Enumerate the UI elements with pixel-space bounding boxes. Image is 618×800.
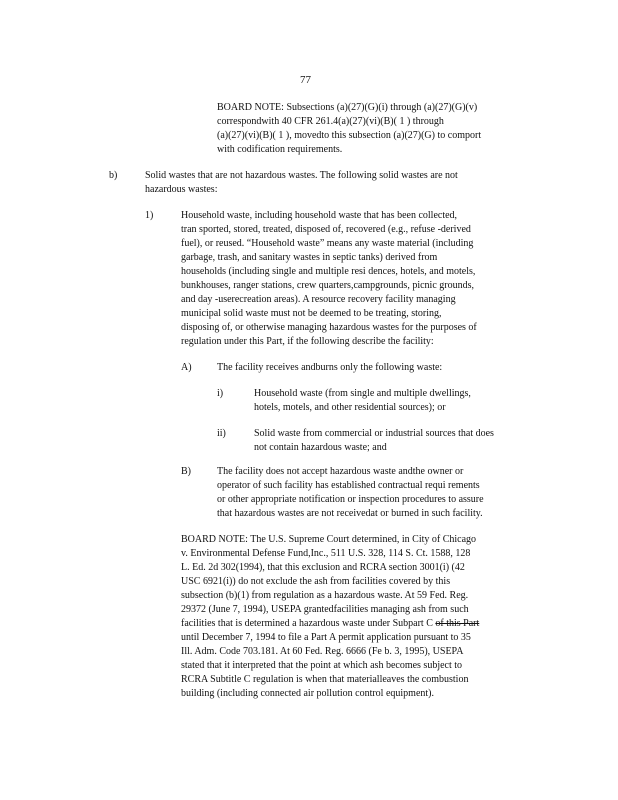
text-line: USC 6921(i)) do not exclude the ash from facilities covered by this bbox=[181, 576, 451, 587]
text-line: subsection (b)(1) from regulation as a hazardous waste. At 59 Fed. Reg. bbox=[181, 590, 469, 601]
text-line: Ill. Adm. Code 703.181. At 60 Fed. Reg. 6666 (Fe b. 3, 1995), USEPA bbox=[181, 646, 464, 657]
text-line: that hazardous wastes are not receivedat or burned in such facility. bbox=[217, 508, 483, 519]
text-line: stated that it interpreted that the point at which ash becomes subject to bbox=[181, 660, 463, 671]
text-line: with codification requirements. bbox=[217, 144, 343, 155]
item-a-text bbox=[217, 361, 487, 375]
section-b-marker: b) bbox=[109, 170, 118, 181]
text-line: The facility does not accept hazardous waste andthe owner or bbox=[217, 466, 464, 477]
text-line: building (including connected air pollution control equipment). bbox=[181, 688, 434, 699]
text-line: Solid waste from commercial or industrial sources that does bbox=[254, 428, 494, 439]
text-line: BOARD NOTE: Subsections (a)(27)(G)(i) through (a)(27)(G)(v) bbox=[217, 102, 478, 113]
text-line: households (including single and multiple resi dences, hotels, and motels, bbox=[181, 266, 476, 277]
board-note-bottom bbox=[181, 533, 545, 701]
text-line: fuel), or reused. “Household waste” means any waste material (including bbox=[181, 238, 474, 249]
text-line: until December 7, 1994 to file a Part A permit application pursuant to 35 bbox=[181, 632, 471, 643]
item-1-marker: 1) bbox=[145, 210, 154, 221]
strikethrough-text: of this Part bbox=[435, 618, 480, 629]
text-line: 29372 (June 7, 1994), USEPA grantedfacilities managing ash from such bbox=[181, 604, 469, 615]
text-line: hazardous wastes: bbox=[145, 184, 218, 195]
text-line: BOARD NOTE: The U.S. Supreme Court determined, in City of Chicago bbox=[181, 534, 477, 545]
text-line: Solid wastes that are not hazardous wastes. The following solid wastes are not bbox=[145, 170, 458, 181]
text-line: bunkhouses, ranger stations, crew quarters,campgrounds, picnic grounds, bbox=[181, 280, 474, 291]
item-a-marker: A) bbox=[181, 362, 192, 373]
text-line: not contain hazardous waste; and bbox=[254, 442, 387, 453]
text-line: v. Environmental Defense Fund,Inc., 511 U.S. 328, 114 S. Ct. 1588, 128 bbox=[181, 548, 471, 559]
text-line: RCRA Subtitle C regulation is when that materialleaves the combustion bbox=[181, 674, 469, 685]
item-b-text bbox=[217, 465, 533, 521]
item-1-text bbox=[181, 209, 537, 349]
item-i-text bbox=[254, 387, 509, 415]
text-line: L. Ed. 2d 302(1994), that this exclusion and RCRA section 3001(i) (42 bbox=[181, 562, 465, 573]
text-line: hotels, motels, and other residential sources); or bbox=[254, 402, 446, 413]
section-b-text bbox=[145, 169, 519, 197]
text-line: Household waste, including household waste that has been collected, bbox=[181, 210, 458, 221]
text-line: The facility receives andburns only the following waste: bbox=[217, 362, 443, 373]
text-line: tran sported, stored, treated, disposed of, recovered (e.g., refuse -derived bbox=[181, 224, 471, 235]
text-line: and day -userecreation areas). A resource recovery facility managing bbox=[181, 294, 456, 305]
board-note-top bbox=[217, 101, 519, 157]
text-line: disposing of, or otherwise managing hazardous wastes for the purposes of bbox=[181, 322, 477, 333]
text-line: garbage, trash, and sanitary wastes in septic tanks) derived from bbox=[181, 252, 438, 263]
text-line: municipal solid waste must not be deemed to be treating, storing, bbox=[181, 308, 442, 319]
text-line bbox=[181, 617, 545, 631]
text-line: correspondwith 40 CFR 261.4(a)(27)(vi)(B)( 1 ) through bbox=[217, 116, 444, 127]
text-line: (a)(27)(vi)(B)( 1 ), movedto this subsection (a)(27)(G) to comport bbox=[217, 130, 482, 141]
text-line: Household waste (from single and multiple dwellings, bbox=[254, 388, 471, 399]
text-line: operator of such facility has established contractual requi rements bbox=[217, 480, 480, 491]
text-line: or other appropriate notification or inspection procedures to assure bbox=[217, 494, 484, 505]
text-segment: facilities that is determined a hazardous waste under Subpart C bbox=[181, 618, 433, 629]
item-ii-text bbox=[254, 427, 540, 455]
item-i-marker: i) bbox=[217, 388, 224, 399]
text-line: regulation under this Part, if the following describe the facility: bbox=[181, 336, 434, 347]
page-number: 77 bbox=[300, 74, 311, 86]
item-b-marker: B) bbox=[181, 466, 191, 477]
item-ii-marker: ii) bbox=[217, 428, 226, 439]
